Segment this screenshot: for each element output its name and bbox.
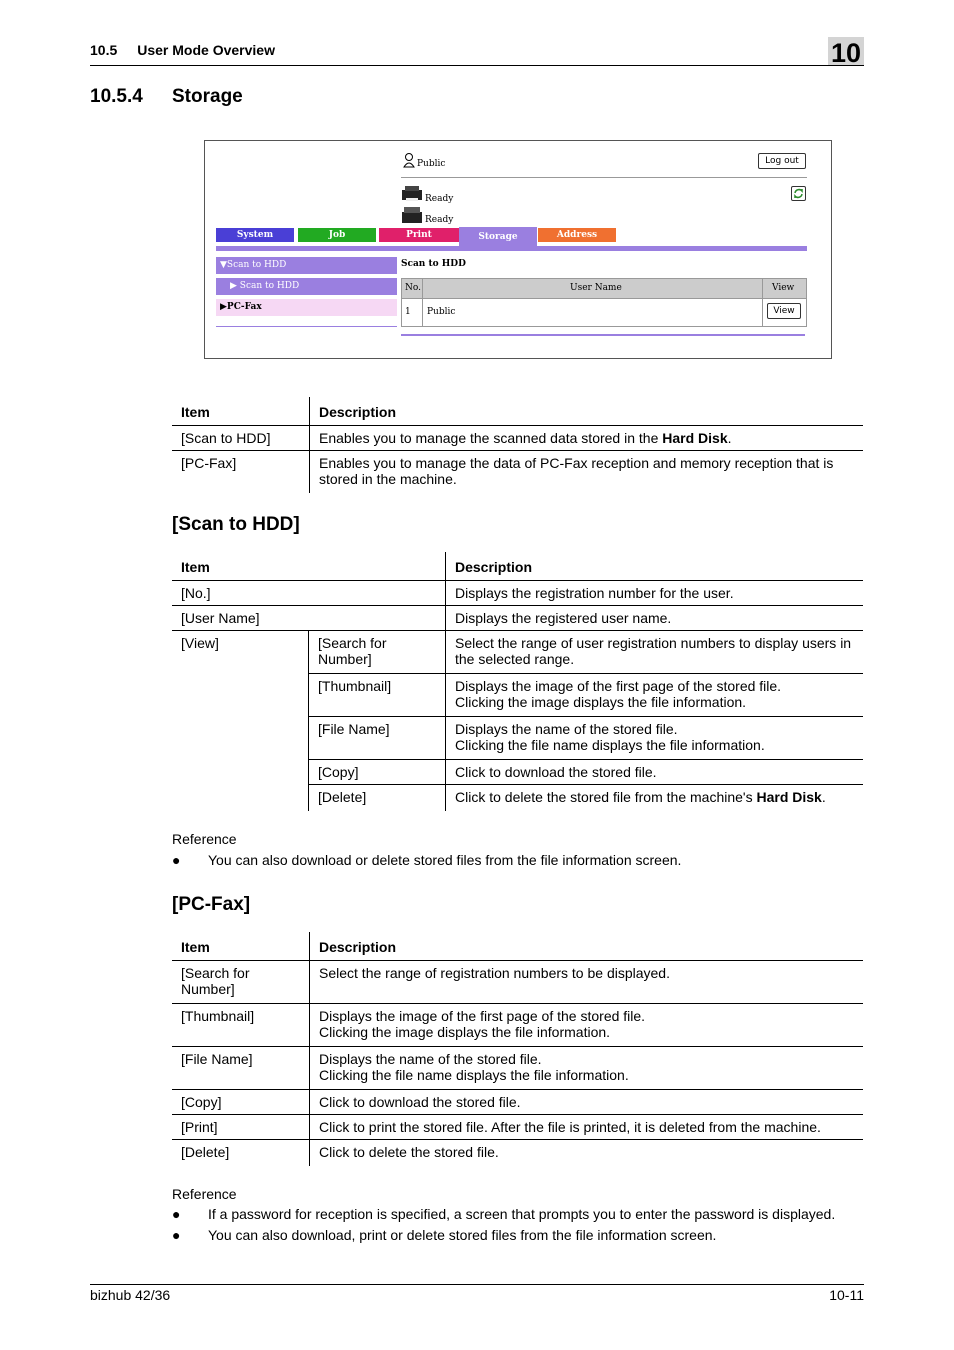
scan-to-hdd-heading: [Scan to HDD]: [172, 514, 300, 535]
table-cell-description: Click to print the stored file. After the file is printed, it is deleted from the machine.: [310, 1115, 864, 1140]
top-divider: [401, 177, 807, 178]
table-cell-subitem: [Delete]: [309, 785, 446, 812]
col-no: No.: [405, 283, 421, 293]
sidebar-rule: [216, 326, 397, 327]
table-header-row: [172, 552, 863, 581]
storage-screenshot: [204, 140, 832, 359]
header-rule: [90, 65, 864, 66]
bullet-icon: ●: [172, 1206, 181, 1222]
reference-bullet: [172, 852, 681, 868]
logout-button[interactable]: Log out: [758, 153, 806, 169]
col-divider: [762, 279, 763, 326]
table-cell-description: Displays the registered user name.: [446, 606, 864, 631]
desc-text: .: [727, 430, 732, 446]
desc-line: Clicking the image displays the file information.: [319, 1024, 611, 1040]
row-divider: [402, 298, 806, 299]
table-cell-subitem: [Thumbnail]: [309, 674, 446, 717]
table-cell-item: [No.]: [172, 581, 446, 606]
table-header-description: Description: [310, 397, 864, 426]
table-row: [172, 606, 863, 631]
footer-rule: [90, 1284, 864, 1285]
desc-bold: Hard Disk: [756, 789, 822, 805]
panel-rule: [401, 334, 805, 336]
table-row: [172, 1115, 863, 1140]
section-title: Storage: [172, 86, 243, 107]
refresh-icon[interactable]: [791, 186, 806, 201]
table-cell-item: [Copy]: [172, 1090, 310, 1115]
panel-title: Scan to HDD: [401, 259, 466, 269]
user-icon: [403, 153, 415, 167]
reference-label: Reference: [172, 831, 237, 847]
section-number: 10.5.4: [90, 86, 143, 107]
table-cell-description: Click to download the stored file.: [446, 760, 864, 785]
table-row: [172, 961, 863, 1004]
pc-fax-heading: [PC-Fax]: [172, 894, 251, 915]
table-cell-description: [446, 785, 864, 812]
desc-line: Clicking the image displays the file information.: [455, 694, 747, 710]
table-cell-item: [File Name]: [172, 1047, 310, 1090]
desc-line: Clicking the file name displays the file information.: [319, 1067, 629, 1083]
table-cell-item: [View]: [181, 635, 219, 651]
user-name-label: Public: [417, 159, 446, 169]
tab-band: [216, 246, 807, 251]
table-cell-description: Click to delete the stored file.: [310, 1140, 864, 1167]
table-cell-subitem: [Search for Number]: [309, 631, 446, 674]
table-row: [172, 451, 863, 494]
table-cell-subitem: [File Name]: [309, 717, 446, 760]
sidebar-item-pc-fax[interactable]: ▶PC-Fax: [216, 299, 397, 316]
table-row: [172, 581, 863, 606]
table-header-row: [172, 397, 863, 426]
table-cell-item: [Delete]: [181, 1144, 230, 1160]
tab-storage[interactable]: Storage: [459, 227, 537, 247]
table-header-item: Item: [172, 397, 310, 426]
scanner-icon: [401, 205, 423, 228]
table-cell-description: Enables you to manage the data of PC-Fax reception and memory reception that is stored in the machine.: [310, 451, 864, 494]
table-row: [172, 1090, 863, 1115]
table-cell-description: Select the range of registration numbers to be displayed.: [310, 961, 864, 1004]
desc-text: .: [821, 789, 826, 805]
table-cell-item: [Search for Number]: [172, 961, 310, 1004]
bullet-icon: ●: [172, 1227, 181, 1243]
table-cell-description: Displays the registration number for the user.: [446, 581, 864, 606]
row-user-name: Public: [427, 307, 456, 317]
table-cell-item: [User Name]: [172, 606, 446, 631]
table-cell-description: [446, 674, 864, 717]
col-divider: [422, 279, 423, 326]
desc-line: Displays the image of the first page of the stored file.: [455, 678, 782, 694]
desc-line: Displays the name of the stored file.: [455, 721, 678, 737]
col-view: View: [772, 283, 795, 293]
bullet-text: You can also download or delete stored files from the file information screen.: [208, 852, 682, 868]
user-table: [401, 278, 807, 327]
sidebar-item-scan-to-hdd[interactable]: ▶ Scan to HDD: [216, 278, 397, 295]
table-row: [172, 631, 863, 674]
storage-items-table: [172, 397, 863, 493]
bullet-icon: ●: [172, 852, 181, 868]
col-user-name: User Name: [570, 283, 622, 293]
header-section-number: 10.5: [90, 42, 118, 58]
bullet-text: You can also download, print or delete stored files from the file information screen.: [208, 1227, 717, 1243]
table-cell-item: [Print]: [172, 1115, 310, 1140]
desc-line: Displays the name of the stored file.: [319, 1051, 542, 1067]
tab-system[interactable]: System: [216, 228, 294, 242]
table-cell-description: [310, 1004, 864, 1047]
table-cell-description: [310, 426, 864, 451]
table-cell-subitem: [Copy]: [309, 760, 446, 785]
desc-line: Clicking the file name displays the file information.: [455, 737, 765, 753]
table-cell-item: [Thumbnail]: [172, 1004, 310, 1047]
table-cell-item: [Scan to HDD]: [172, 426, 310, 451]
view-button[interactable]: View: [767, 303, 801, 319]
tab-print[interactable]: Print: [379, 228, 459, 242]
status-ready-1: Ready: [425, 194, 454, 204]
section-heading: [90, 86, 243, 108]
printer-icon: [401, 185, 423, 206]
footer-model: bizhub 42/36: [90, 1287, 171, 1303]
desc-text: Click to delete the stored file from the machine's: [455, 789, 757, 805]
status-ready-2: Ready: [425, 215, 454, 225]
desc-line: Displays the image of the first page of the stored file.: [319, 1008, 646, 1024]
desc-bold: Hard Disk: [662, 430, 728, 446]
table-cell-description: Click to download the stored file.: [310, 1090, 864, 1115]
pc-fax-table: [172, 932, 863, 1166]
table-row: [172, 426, 863, 451]
sidebar-item-scan-to-hdd-group[interactable]: ▼Scan to HDD: [216, 257, 397, 274]
footer-page-number: 10-11: [829, 1287, 864, 1303]
running-header: [90, 42, 275, 58]
table-header-item: Item: [172, 552, 446, 581]
row-no: 1: [405, 307, 411, 317]
bullet-text: If a password for reception is specified, a screen that prompts you to enter the password is displayed.: [208, 1206, 836, 1222]
tab-address[interactable]: Address: [538, 228, 616, 242]
scan-to-hdd-table: [172, 552, 863, 811]
table-cell-description: [446, 717, 864, 760]
table-header-item: Item: [172, 932, 310, 961]
table-cell-item: [PC-Fax]: [181, 455, 237, 471]
reference-bullet: [172, 1227, 716, 1243]
table-header-description: Description: [310, 932, 864, 961]
reference-bullet: [172, 1206, 835, 1222]
table-row: [172, 1047, 863, 1090]
table-cell-description: [310, 1047, 864, 1090]
reference-label: Reference: [172, 1186, 237, 1202]
table-row: [172, 1140, 863, 1167]
desc-text: Enables you to manage the scanned data stored in the: [319, 430, 663, 446]
table-row: [172, 1004, 863, 1047]
chapter-badge: 10: [828, 37, 864, 65]
table-cell-description: Select the range of user registration numbers to display users in the selected range.: [446, 631, 864, 674]
table-header-row: [172, 932, 863, 961]
header-section-title: User Mode Overview: [137, 42, 275, 58]
tab-job[interactable]: Job: [298, 228, 376, 242]
table-header-description: Description: [446, 552, 864, 581]
